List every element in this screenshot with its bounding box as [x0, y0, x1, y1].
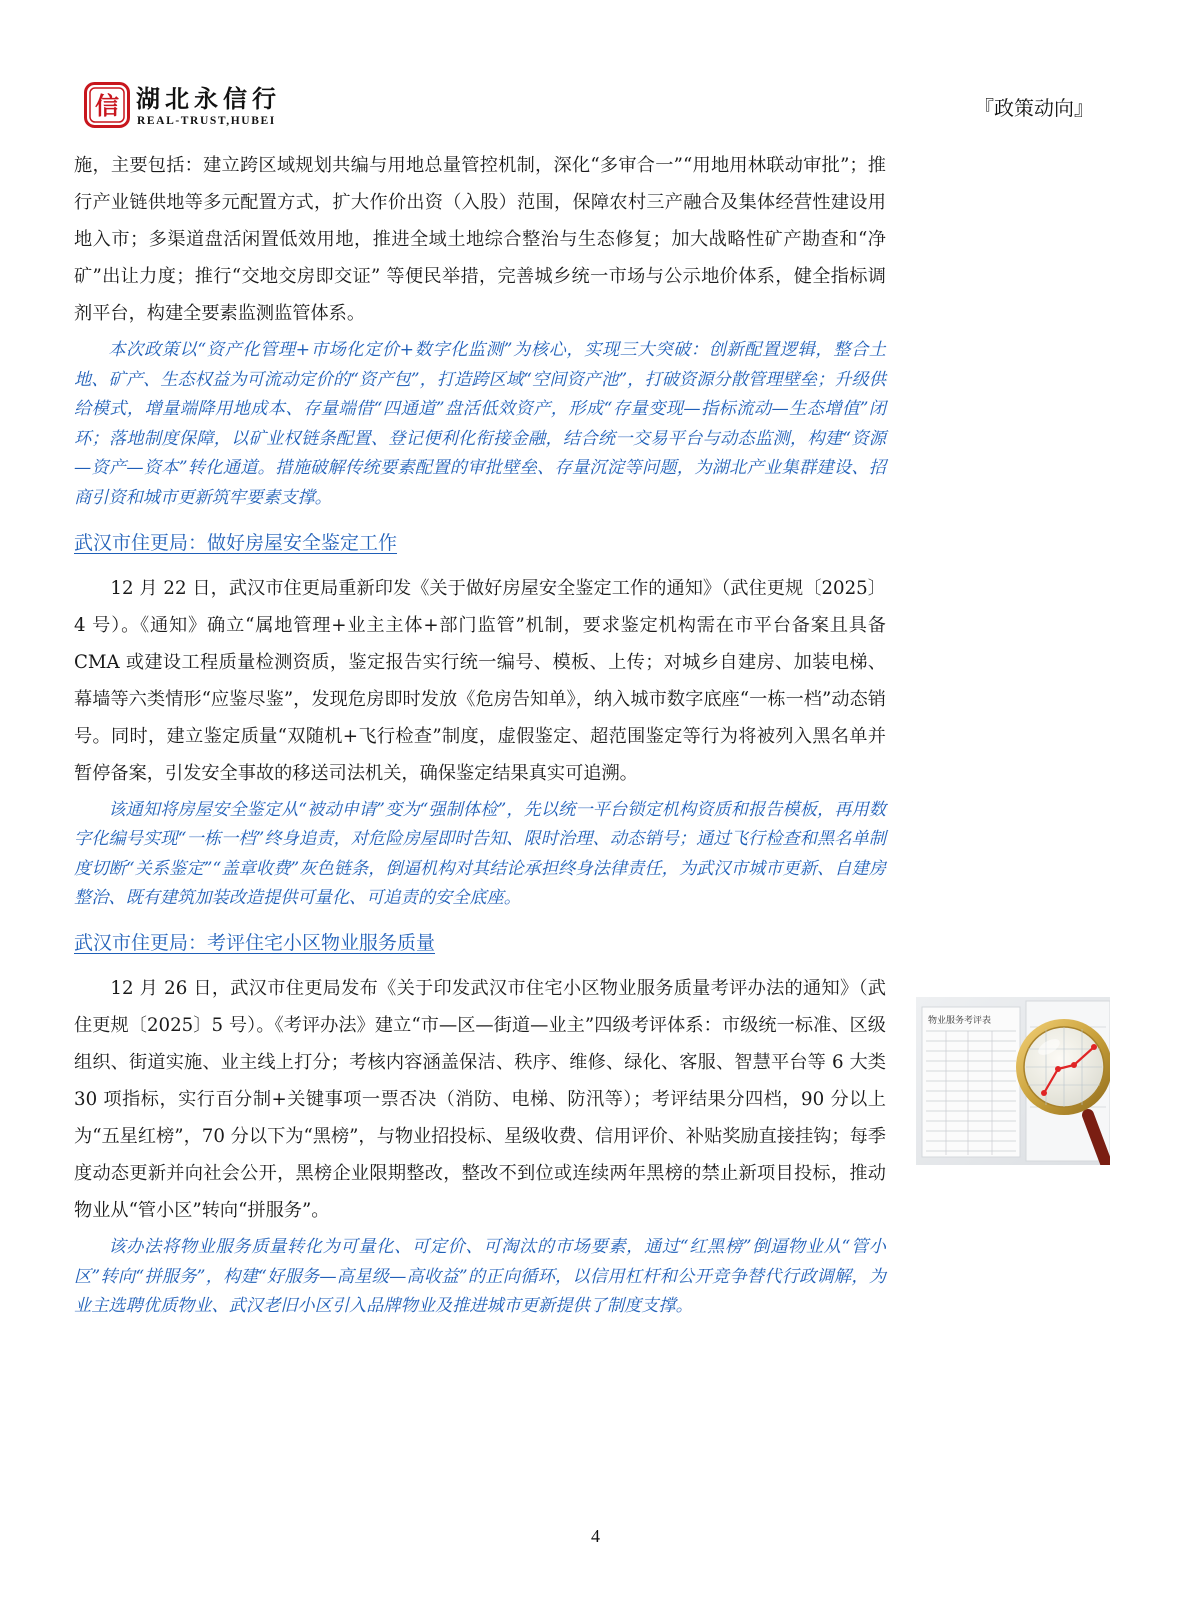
property-commentary: 该办法将物业服务质量转化为可量化、可定价、可淘汰的市场要素，通过“红黑榜”倒逼物业从“管小区”转向“拼服务”，构建“好服务—高星级—高收益”的正向循环，以信用杠杆和公开竞争替代行政调解，为业主选聘优质物业、武汉老旧小区引入品牌物业及推进城市更新提供了制度支撑。	[74, 1236, 886, 1317]
intro-paragraph: 施，主要包括：建立跨区域规划共编与用地总量管控机制，深化“多审合一”“用地用林联动审批”；推行产业链供地等多元配置方式，扩大作价出资（入股）范围，保障农村三产融合及集体经营性建设用地入市；多渠道盘活闲置低效用地，推进全域土地综合整治与生态修复；加大战略性矿产勘查和“净矿”出让力度；推行“交地交房即交证” 等便民举措，完善城乡统一市场与公示地价体系，健全指标调剂平台，构建全要素监测监管体系。	[74, 155, 886, 324]
section-heading-property[interactable]: 武汉市住更局：考评住宅小区物业服务质量	[74, 931, 436, 954]
section-heading-safety[interactable]: 武汉市住更局：做好房屋安全鉴定工作	[74, 531, 398, 554]
safety-commentary: 该通知将房屋安全鉴定从“被动申请”变为“强制体检”，先以统一平台锁定机构资质和报告模板，再用数字化编号实现“一栋一档”终身追责，对危险房屋即时告知、限时治理、动态销号；通过飞行检查和黑名单制度切断“关系鉴定”“盖章收费”灰色链条，倒逼机构对其结论承担终身法律责任，为武汉市城市更新、自建房整治、既有建筑加装改造提供可量化、可追责的安全底座。	[74, 799, 886, 909]
logo-glyph: 信	[95, 92, 119, 120]
magnifier-evaluation-photo	[916, 997, 1110, 1165]
company-name-cn: 湖北永信行	[136, 85, 281, 113]
section-tag: 『政策动向』	[974, 96, 1094, 120]
form-title: 物业服务考评表	[928, 1016, 992, 1026]
page-header	[84, 82, 1094, 134]
company-logo-icon	[84, 82, 130, 128]
company-name-en: REAL-TRUST,HUBEI	[137, 115, 276, 127]
safety-paragraph: 12 月 22 日，武汉市住更局重新印发《关于做好房屋安全鉴定工作的通知》（武住更规〔2025〕4 号）。《通知》确立“属地管理+业主主体+部门监管”机制，要求鉴定机构需在市平台备案且具备 CMA 或建设工程质量检测资质，鉴定报告实行统一编号、模板、上传；对城乡自建房、加装电梯、幕墙等六类情形“应鉴尽鉴”，发现危房即时发放《危房告知单》，纳入城市数字底座“一栋一档”动态销号。同时，建立鉴定质量“双随机+飞行检查”制度，虚假鉴定、超范围鉴定等行为将被列入黑名单并暂停备案，引发安全事故的移送司法机关，确保鉴定结果真实可追溯。	[74, 577, 886, 784]
property-paragraph: 12 月 26 日，武汉市住更局发布《关于印发武汉市住宅小区物业服务质量考评办法的通知》（武住更规〔2025〕5 号）。《考评办法》建立“市—区—街道—业主”四级考评体系：市级统一标准、区级组织、街道实施、业主线上打分；考核内容涵盖保洁、秩序、维修、绿化、客服、智慧平台等 6 大类 30 项指标，实行百分制+关键事项一票否决（消防、电梯、防汛等）；考评结果分四档，90 分以上为“五星红榜”，70 分以下为“黑榜”，与物业招投标、星级收费、信用评价、补贴奖励直接挂钩；每季度动态更新并向社会公开，黑榜企业限期整改，整改不到位或连续两年黑榜的禁止新项目投标，推动物业从“管小区”转向“拼服务”。	[74, 977, 886, 1221]
page-number: 4	[591, 1526, 600, 1546]
document-body	[74, 147, 886, 1322]
intro-commentary: 本次政策以“资产化管理+市场化定价+数字化监测”为核心，实现三大突破：创新配置逻辑，整合土地、矿产、生态权益为可流动定价的“资产包”，打造跨区域“空间资产池”，打破资源分散管理壁垒；升级供给模式，增量端降用地成本、存量端借“四通道”盘活低效资产，形成“存量变现—指标流动—生态增值”闭环；落地制度保障，以矿业权链条配置、登记便利化衔接金融，结合统一交易平台与动态监测，构建“资源—资产—资本”转化通道。措施破解传统要素配置的审批壁垒、存量沉淀等问题，为湖北产业集群建设、招商引资和城市更新筑牢要素支撑。	[74, 340, 886, 508]
